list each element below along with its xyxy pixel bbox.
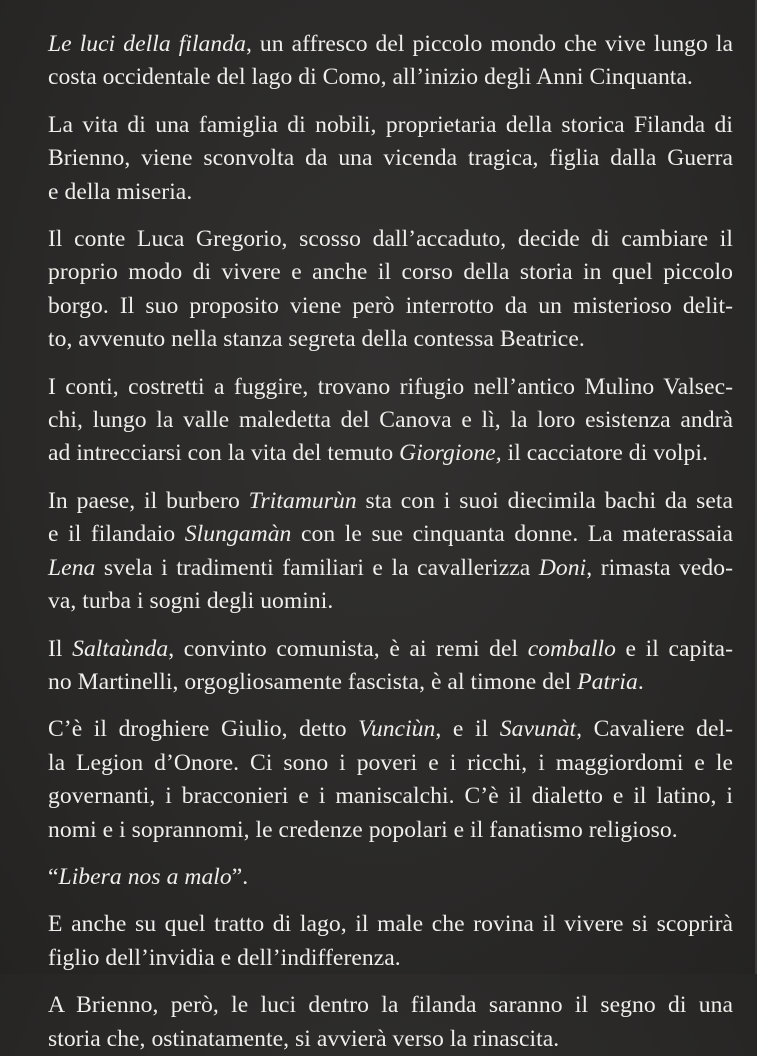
text-run: con le sue cinquanta donne. La materassaia bbox=[291, 521, 733, 548]
text-run: Il conte Luca Gregorio, scosso dall’accaduto, decide di cambiare il bbox=[48, 226, 733, 253]
text-line bbox=[48, 989, 733, 1022]
paragraph bbox=[48, 861, 733, 894]
text-line bbox=[48, 28, 733, 61]
text-line bbox=[48, 518, 733, 551]
text-run: E anche su quel tratto di lago, il male che rovina il vivere si scoprirà bbox=[48, 911, 733, 938]
italic-text: Slungamàn bbox=[184, 521, 292, 548]
text-line bbox=[48, 223, 733, 256]
text-run: e il capita- bbox=[615, 635, 733, 662]
text-run: A Brienno, però, le luci dentro la filanda saranno il segno di una bbox=[48, 992, 733, 1019]
paragraph bbox=[48, 713, 733, 847]
text-line bbox=[48, 256, 733, 289]
italic-text: Tritamurùn bbox=[248, 487, 357, 514]
paragraph bbox=[48, 371, 733, 471]
paragraph bbox=[48, 989, 733, 1056]
text-run: . bbox=[637, 668, 644, 695]
synopsis-text bbox=[48, 28, 733, 1056]
text-line bbox=[48, 404, 733, 437]
text-line bbox=[48, 633, 733, 666]
text-run: storia che, ostinatamente, si avvierà verso la rinascita. bbox=[48, 1025, 560, 1052]
text-run: svela i tradimenti familiari e la cavallerizza bbox=[95, 554, 539, 581]
text-run: Cavaliere del- bbox=[582, 716, 733, 743]
italic-text: Giorgione, bbox=[399, 440, 502, 467]
text-line bbox=[48, 437, 733, 470]
text-line bbox=[48, 142, 733, 175]
paragraph bbox=[48, 908, 733, 975]
text-run: e della miseria. bbox=[48, 178, 193, 205]
text-run: , convinto comunista, è ai remi del bbox=[168, 635, 528, 662]
text-run: e il filandaio bbox=[48, 521, 185, 548]
text-line bbox=[48, 552, 733, 585]
text-line bbox=[48, 61, 733, 94]
text-line bbox=[48, 908, 733, 941]
text-line bbox=[48, 371, 733, 404]
text-line bbox=[48, 666, 733, 699]
text-run: no Martinelli, orgogliosamente fascista, è al timone del bbox=[48, 668, 578, 695]
text-run: governanti, i bracconieri e i maniscalchi. C’è il dialetto e il latino, i bbox=[48, 783, 733, 810]
text-line bbox=[48, 109, 733, 142]
text-run: to, avvenuto nella stanza segreta della contessa Beatrice. bbox=[48, 326, 585, 353]
text-line bbox=[48, 176, 733, 209]
italic-text: Doni bbox=[538, 554, 587, 581]
text-line bbox=[48, 1023, 733, 1056]
text-line bbox=[48, 747, 733, 780]
text-run: la Legion d’Onore. Ci sono i poveri e i ricchi, i maggiordomi e le bbox=[48, 749, 733, 776]
text-run: Il bbox=[48, 635, 73, 662]
text-run: “ bbox=[48, 863, 59, 890]
paragraph bbox=[48, 223, 733, 357]
text-run: chi, lungo la valle maledetta del Canova e lì, la loro esistenza andrà bbox=[48, 407, 733, 434]
text-run: , rimasta vedo- bbox=[586, 554, 733, 581]
paragraph bbox=[48, 109, 733, 209]
italic-text: Savunàt, bbox=[499, 716, 583, 743]
text-run: il cacciatore di volpi. bbox=[501, 440, 708, 467]
paragraph bbox=[48, 485, 733, 619]
text-run: I conti, costretti a fuggire, trovano rifugio nell’antico Mulino Valsec- bbox=[48, 373, 733, 400]
italic-text: Saltaùnda bbox=[72, 635, 169, 662]
text-line bbox=[48, 485, 733, 518]
text-run: figlio dell’invidia e dell’indifferenza. bbox=[48, 944, 401, 971]
paragraph bbox=[48, 633, 733, 700]
italic-text: comballo bbox=[527, 635, 616, 662]
text-line bbox=[48, 942, 733, 975]
text-run: In paese, il burbero bbox=[48, 487, 249, 514]
italic-text: Vunciùn bbox=[358, 716, 436, 743]
text-line bbox=[48, 290, 733, 323]
italic-text: Lena bbox=[48, 554, 96, 581]
text-run: ad intrecciarsi con la vita del temuto bbox=[48, 440, 400, 467]
italic-text: Le luci della filanda bbox=[48, 31, 246, 57]
text-run: nomi e i soprannomi, le credenze popolari e il fanatismo religioso. bbox=[48, 816, 678, 843]
italic-text: Libera nos a malo bbox=[58, 863, 232, 890]
text-run: borgo. Il suo proposito viene però interrotto da un misterioso delit- bbox=[48, 292, 733, 319]
text-run: costa occidentale del lago di Como, all’inizio degli Anni Cinquanta. bbox=[48, 64, 693, 91]
text-run: va, turba i sogni degli uomini. bbox=[48, 588, 334, 615]
text-line bbox=[48, 861, 733, 894]
text-run: , e il bbox=[435, 716, 500, 743]
text-run: ”. bbox=[231, 863, 249, 890]
text-line bbox=[48, 713, 733, 746]
text-line bbox=[48, 814, 733, 847]
text-run: La vita di una famiglia di nobili, proprietaria della storica Filanda di bbox=[48, 111, 733, 138]
text-run: Brienno, viene sconvolta da una vicenda tragica, figlia dalla Guerra bbox=[48, 145, 733, 172]
text-line bbox=[48, 323, 733, 356]
text-line bbox=[48, 585, 733, 618]
text-run: , un affresco del piccolo mondo che vive lungo la bbox=[245, 31, 733, 57]
italic-text: Patria bbox=[577, 668, 638, 695]
text-line bbox=[48, 780, 733, 813]
paragraph bbox=[48, 28, 733, 95]
text-run: C’è il droghiere Giulio, detto bbox=[48, 716, 359, 743]
text-run: proprio modo di vivere e anche il corso della storia in quel piccolo bbox=[48, 259, 733, 286]
text-run: sta con i suoi diecimila bachi da seta bbox=[356, 487, 733, 514]
